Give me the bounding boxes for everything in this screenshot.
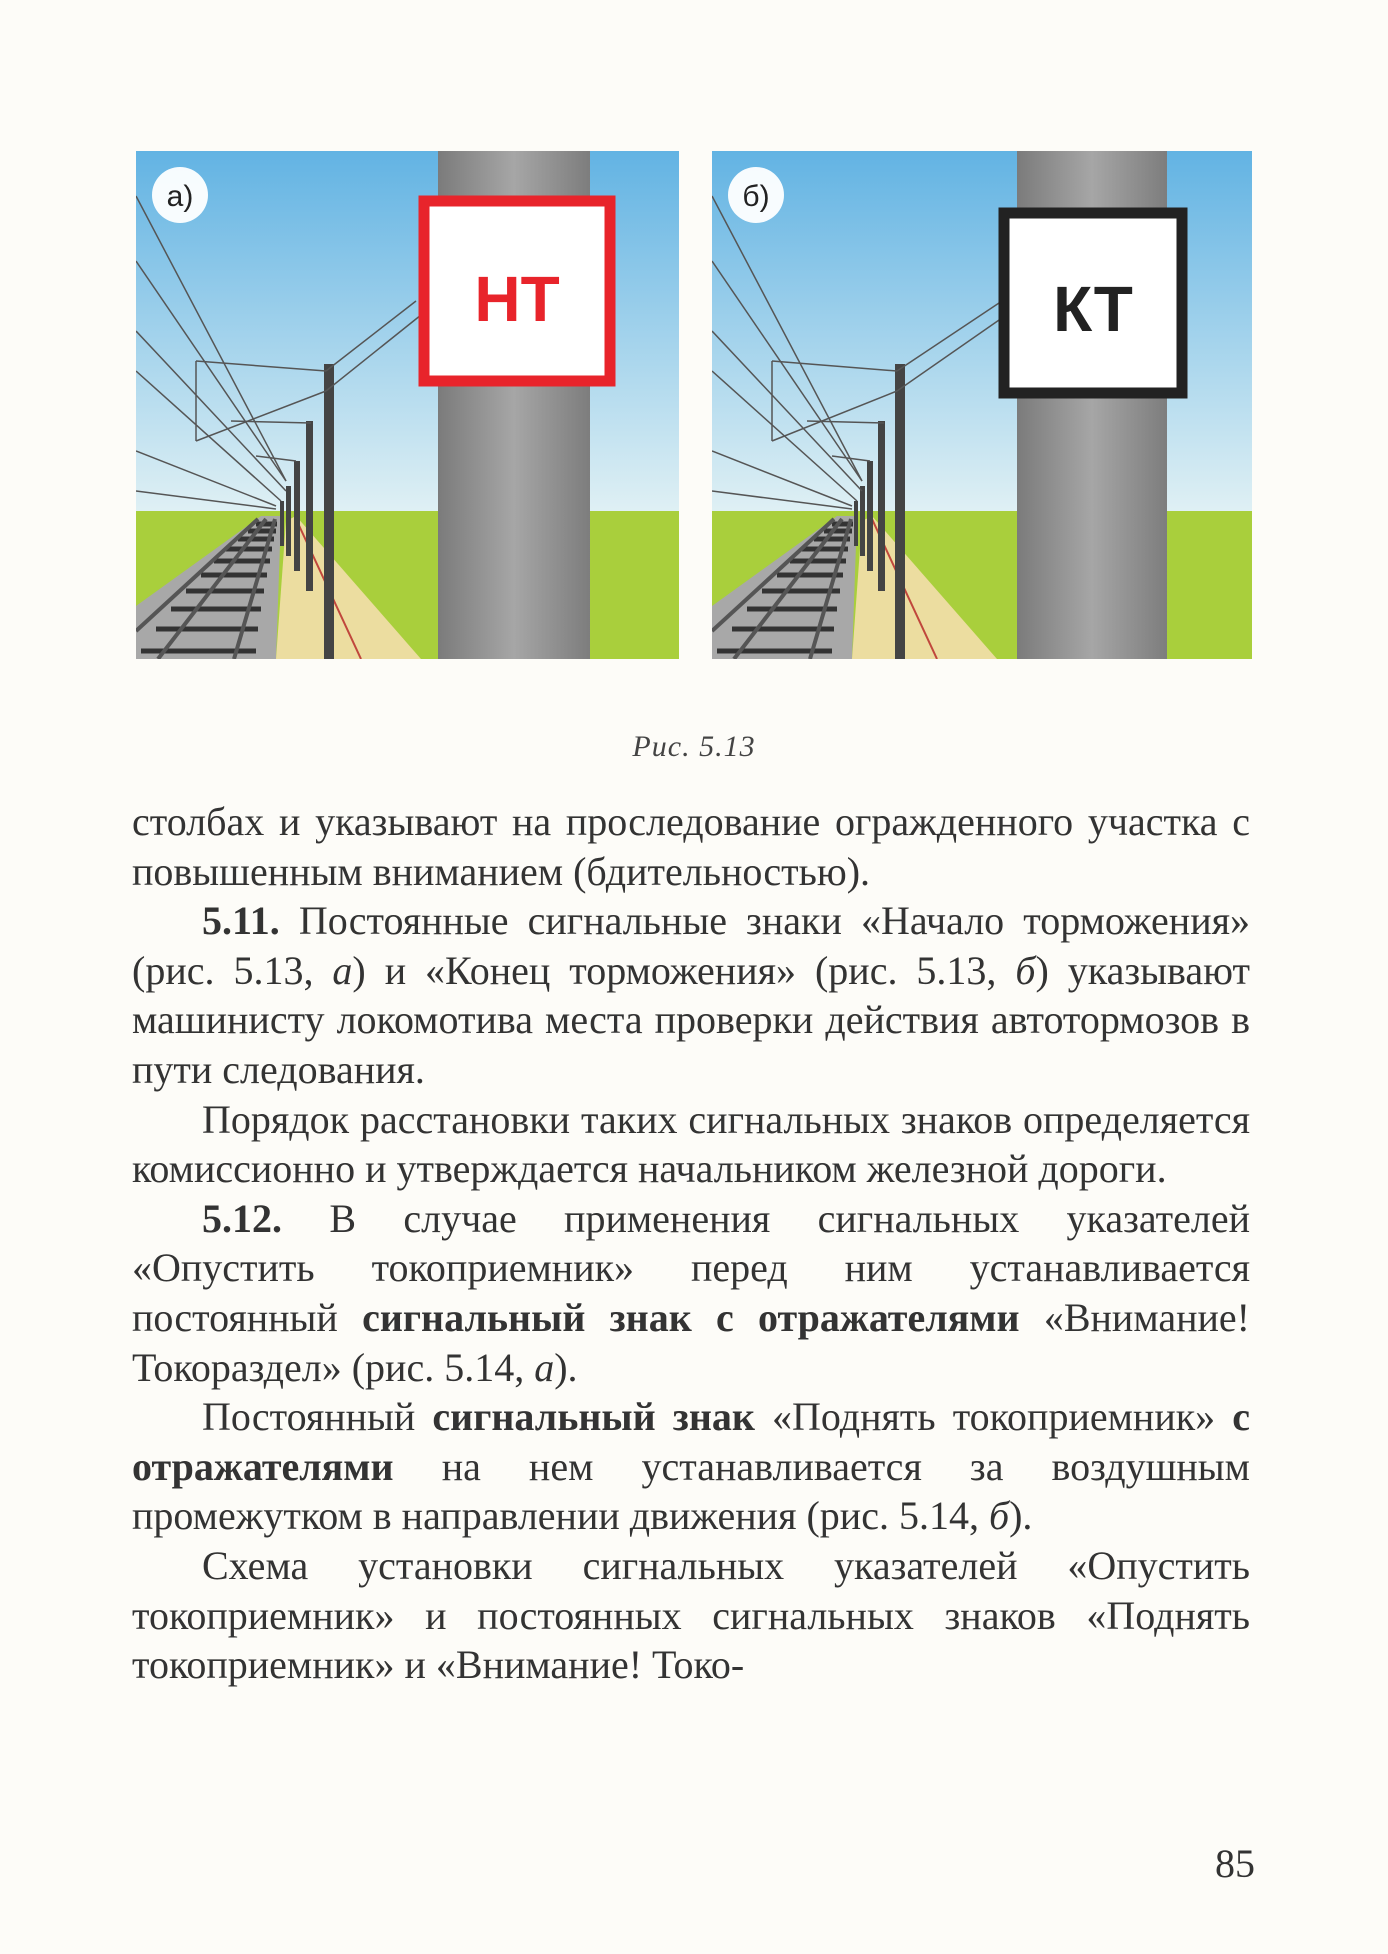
- text-segment: а: [534, 1344, 555, 1390]
- railway-scene-a: [136, 151, 679, 659]
- paragraph-0: [132, 797, 1250, 896]
- text-segment: Постоянный: [202, 1394, 433, 1440]
- railway-scene-b: [712, 151, 1252, 659]
- text-segment: б: [988, 1493, 1010, 1539]
- page-number: 85: [1215, 1841, 1255, 1886]
- figure-panel-b: [712, 151, 1252, 659]
- text-segment: а: [332, 947, 353, 993]
- text-segment: ) указывают машинисту локомотива места проверки действия автотормозов в пути следования.: [132, 947, 1251, 1092]
- text-segment: Схема установки сигнальных указателей «Опустить токоприемник» и постоянных сигнальных знаков «Поднять токоприемник» и «Внимание! Токо-: [132, 1542, 1250, 1688]
- text-segment: б: [1015, 947, 1036, 993]
- sign-text-nt: НТ: [474, 263, 560, 335]
- text-segment: 5.12.: [202, 1195, 282, 1241]
- figure-panel-a: [136, 151, 679, 659]
- body-text: [132, 797, 1250, 1690]
- text-segment: 5.11.: [202, 898, 280, 944]
- text-segment: сигнальный знак: [432, 1394, 755, 1440]
- text-segment: «Поднять токоприемник»: [754, 1394, 1233, 1440]
- text-segment: на нем устанавливается за воздушным промежутком в направлении движения (рис. 5.14,: [132, 1443, 1250, 1539]
- text-segment: сигнальный знак с отражателями: [362, 1294, 1020, 1340]
- panel-label-b: б): [742, 180, 770, 213]
- text-segment: «Внимание! Токораздел» (рис. 5.14,: [132, 1294, 1250, 1390]
- text-segment: с отражателями: [132, 1394, 1251, 1489]
- sign-text-kt: КТ: [1053, 273, 1133, 345]
- text-segment: ).: [1009, 1493, 1033, 1539]
- paragraph-2: [132, 1095, 1250, 1194]
- text-segment: Постоянные сигнальные знаки «Начало торможения» (рис. 5.13,: [132, 898, 1250, 993]
- paragraph-1: [132, 896, 1250, 1094]
- text-segment: ) и «Конец торможения» (рис. 5.13,: [352, 947, 1016, 993]
- paragraph-4: [132, 1392, 1250, 1541]
- text-segment: столбах и указывают на проследование огражденного участка с повышенным вниманием (бдительностью).: [132, 799, 1250, 894]
- paragraph-3: [132, 1194, 1250, 1392]
- text-segment: Порядок расстановки таких сигнальных знаков определяется комиссионно и утверждается начальником железной дороги.: [132, 1096, 1250, 1192]
- text-segment: ).: [554, 1344, 578, 1390]
- paragraph-5: [132, 1541, 1250, 1690]
- panel-label-a: а): [166, 180, 194, 213]
- text-segment: В случае применения сигнальных указателей «Опустить токоприемник» перед ним устанавливается постоянный: [132, 1195, 1250, 1340]
- figure-caption: Рис. 5.13: [632, 730, 756, 763]
